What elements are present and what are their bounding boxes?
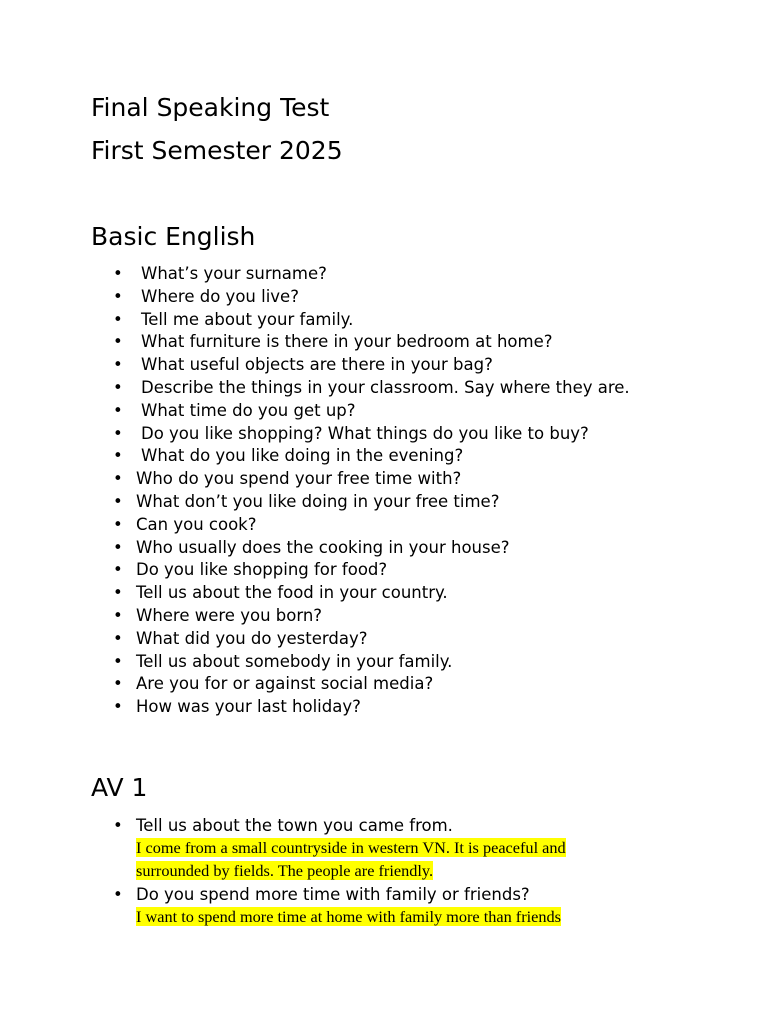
- bullet-icon: •: [113, 628, 123, 648]
- bullet-icon: •: [113, 491, 123, 511]
- answer-text: I come from a small countryside in western VN. It is peaceful and surrounded by fields. The people are friendly.: [136, 838, 566, 880]
- question-text: Do you like shopping for food?: [136, 560, 388, 580]
- list-item: [0, 673, 768, 696]
- basic-english-question-list: [0, 263, 768, 719]
- av1-question-row: [0, 883, 768, 906]
- bullet-icon: •: [113, 816, 123, 835]
- bullet-icon: •: [113, 674, 123, 694]
- question-text: Describe the things in your classroom. Say where they are.: [141, 377, 630, 397]
- bullet-icon: •: [113, 605, 123, 625]
- list-item: [0, 445, 768, 468]
- list-item: [0, 582, 768, 605]
- document-title: Final Speaking Test: [91, 93, 330, 122]
- list-item: [0, 309, 768, 332]
- bullet-icon: •: [113, 286, 123, 306]
- bullet-icon: •: [113, 309, 123, 329]
- question-text: What furniture is there in your bedroom at home?: [141, 332, 553, 352]
- question-text: Where do you live?: [141, 286, 299, 306]
- list-item: [0, 628, 768, 651]
- section-heading-av1: AV 1: [91, 773, 148, 802]
- question-text: Tell us about the town you came from.: [136, 816, 453, 835]
- bullet-icon: •: [113, 514, 123, 534]
- section-heading-basic-english: Basic English: [91, 222, 256, 251]
- highlighted-answer: [136, 837, 616, 882]
- bullet-icon: •: [113, 537, 123, 557]
- bullet-icon: •: [113, 355, 123, 375]
- question-text: How was your last holiday?: [136, 697, 361, 717]
- bullet-icon: •: [113, 423, 123, 443]
- bullet-icon: •: [113, 885, 123, 904]
- question-text: Who usually does the cooking in your house?: [136, 537, 510, 557]
- question-text: Do you like shopping? What things do you like to buy?: [141, 423, 589, 443]
- list-item: [0, 468, 768, 491]
- list-item: [0, 263, 768, 286]
- list-item: [0, 696, 768, 719]
- question-text: Do you spend more time with family or friends?: [136, 885, 530, 904]
- list-item: [0, 514, 768, 537]
- highlighted-answer: [136, 906, 616, 929]
- question-text: What time do you get up?: [141, 400, 356, 420]
- document-subtitle: First Semester 2025: [91, 136, 343, 165]
- list-item: [0, 814, 768, 882]
- list-item: [0, 423, 768, 446]
- bullet-icon: •: [113, 697, 123, 717]
- question-text: What useful objects are there in your bag?: [141, 355, 493, 375]
- list-item: [0, 537, 768, 560]
- answer-text: I want to spend more time at home with family more than friends: [136, 907, 562, 926]
- bullet-icon: •: [113, 651, 123, 671]
- bullet-icon: •: [113, 400, 123, 420]
- question-text: Are you for or against social media?: [136, 674, 434, 694]
- list-item: [0, 286, 768, 309]
- question-text: Tell us about somebody in your family.: [136, 651, 453, 671]
- list-item: [0, 331, 768, 354]
- av1-question-row: [0, 814, 768, 837]
- list-item: [0, 491, 768, 514]
- bullet-icon: •: [113, 583, 123, 603]
- question-text: Tell me about your family.: [141, 309, 354, 329]
- list-item: [0, 377, 768, 400]
- list-item: [0, 559, 768, 582]
- list-item: [0, 883, 768, 929]
- list-item: [0, 400, 768, 423]
- question-text: What don’t you like doing in your free time?: [136, 491, 500, 511]
- question-text: What did you do yesterday?: [136, 628, 368, 648]
- question-text: Who do you spend your free time with?: [136, 469, 462, 489]
- bullet-icon: •: [113, 469, 123, 489]
- bullet-icon: •: [113, 332, 123, 352]
- list-item: [0, 605, 768, 628]
- question-text: Where were you born?: [136, 605, 323, 625]
- list-item: [0, 354, 768, 377]
- question-text: Tell us about the food in your country.: [136, 583, 448, 603]
- question-text: What do you like doing in the evening?: [141, 446, 464, 466]
- bullet-icon: •: [113, 377, 123, 397]
- bullet-icon: •: [113, 560, 123, 580]
- question-text: What’s your surname?: [141, 264, 327, 283]
- question-text: Can you cook?: [136, 514, 257, 534]
- list-item: [0, 651, 768, 674]
- av1-question-list: [0, 814, 768, 929]
- bullet-icon: •: [113, 264, 123, 283]
- bullet-icon: •: [113, 446, 123, 466]
